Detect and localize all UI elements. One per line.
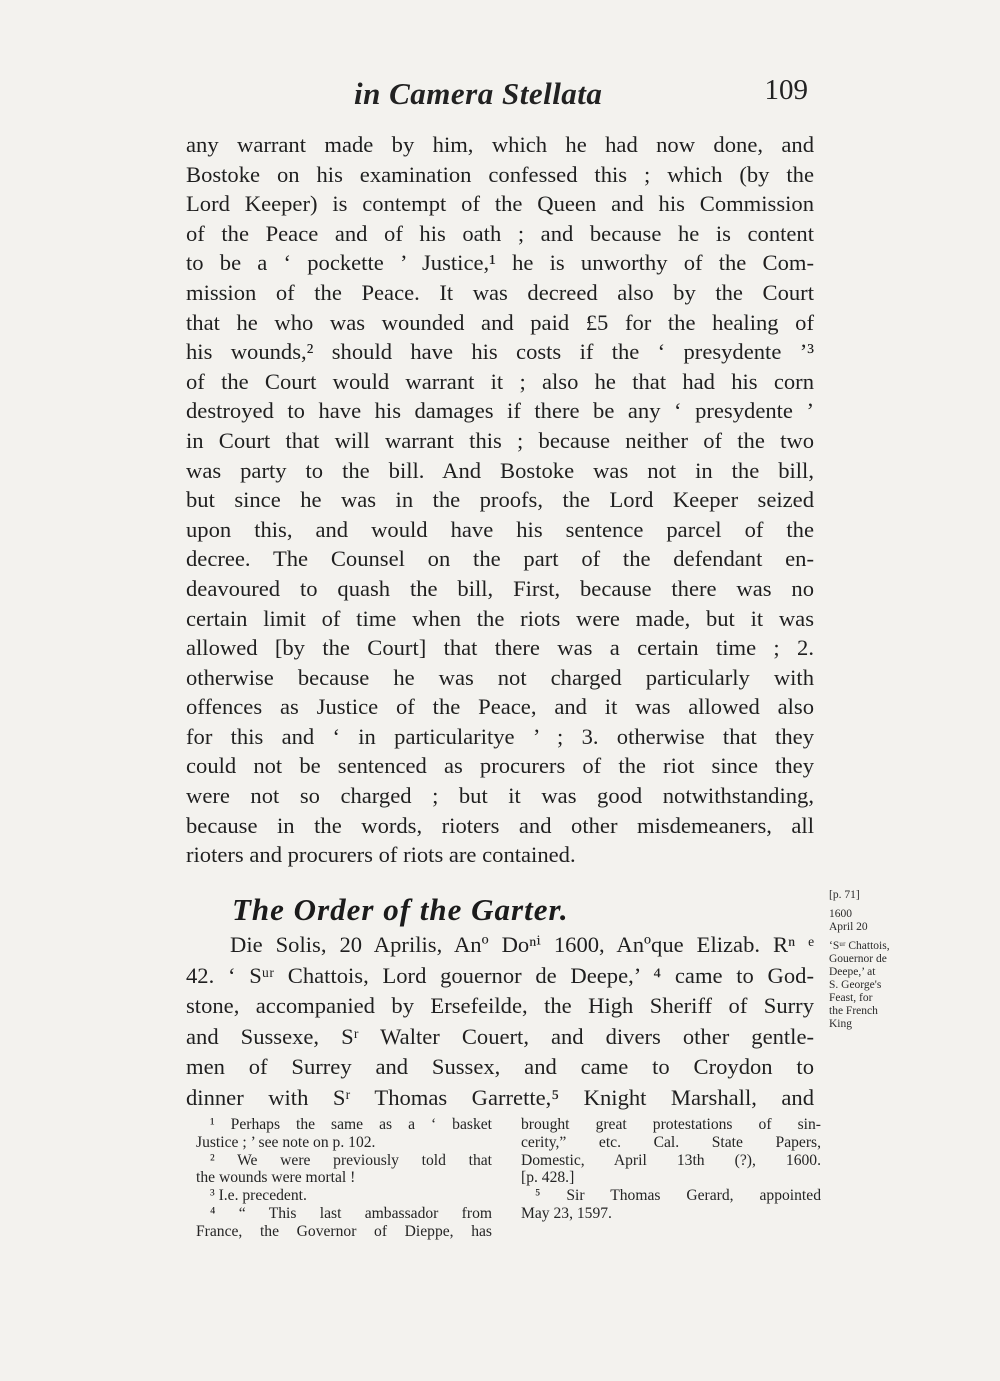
body-line: any warrant made by him, which he had now done, and [186, 132, 814, 157]
body-line: but since he was in the proofs, the Lord Keeper seized [186, 487, 814, 513]
footnote-line: ¹ Perhaps the same as a ‘ basket [210, 1116, 492, 1133]
section-line: and Sussexe, Sʳ Walter Couert, and divers other gentle- [186, 1023, 814, 1049]
body-line: because in the words, rioters and other misdemeaners, all [186, 812, 814, 838]
footnote-line: the wounds were mortal ! [196, 1169, 356, 1187]
body-line: Bostoke on his examination confessed this ; which (by the [186, 161, 814, 187]
footnote-line: Justice ; ’ see note on p. 102. [196, 1133, 376, 1151]
footnote-line: ³ I.e. precedent. [210, 1187, 307, 1205]
margin-date: April 20 [829, 921, 868, 933]
footnotes-right-column [521, 1116, 821, 1223]
body-line: were not so charged ; but it was good notwithstanding, [186, 783, 814, 809]
footnote-line: ⁴ “ This last ambassador from [210, 1204, 492, 1222]
footnote-line: cerity,” etc. Cal. State Papers, [521, 1133, 821, 1151]
footnote-line: May 23, 1597. [521, 1204, 612, 1222]
body-line: that he who was wounded and paid £5 for the healing of [186, 309, 814, 335]
body-line: rioters and procurers of riots are contained. [186, 842, 576, 868]
body-line: upon this, and would have his sentence parcel of the [186, 516, 814, 542]
body-line: in Court that will warrant this ; because neither of the two [186, 427, 814, 453]
section-line: men of Surrey and Sussex, and came to Croydon to [186, 1054, 814, 1079]
margin-note-line: Deepe,’ at [829, 966, 876, 978]
body-line: for this and ‘ in particularitye ’ ; 3. otherwise that they [186, 723, 814, 749]
page-number: 109 [764, 74, 808, 106]
body-line: of the Peace and of his oath ; and because he is content [186, 220, 814, 246]
section-line: 42. ‘ Sᵘʳ Chattois, Lord gouernor de Deepe,’ ⁴ came to God- [186, 962, 814, 988]
margin-note-line: Feast, for [829, 992, 873, 1004]
body-line: destroyed to have his damages if there be any ‘ presydente ’ [186, 398, 814, 424]
footnote-line: ⁵ Sir Thomas Gerard, appointed [535, 1187, 821, 1205]
body-line: could not be sentenced as procurers of the riot since they [186, 753, 814, 779]
footnote-line: [p. 428.] [521, 1169, 575, 1187]
section-title: The Order of the Garter. [232, 892, 569, 927]
margin-page-ref: [p. 71] [829, 889, 860, 901]
margin-year: 1600 [829, 908, 852, 920]
body-paragraph [186, 130, 814, 870]
body-line: certain limit of time when the riots were made, but it was [186, 605, 814, 631]
body-line: Lord Keeper) is contempt of the Queen and his Commission [186, 191, 814, 217]
body-line: offences as Justice of the Peace, and it was allowed also [186, 694, 814, 720]
footnote-line: Domestic, April 13th (?), 1600. [521, 1151, 821, 1169]
margin-note-line: S. George's [829, 979, 882, 991]
body-line: decree. The Counsel on the part of the defendant en- [186, 546, 814, 572]
body-line: allowed [by the Court] that there was a certain time ; 2. [186, 635, 814, 661]
page-header [186, 70, 816, 114]
margin-note-line: the French [829, 1005, 878, 1017]
margin-note-line: Gouernor de [829, 953, 887, 965]
body-line: mission of the Peace. It was decreed also by the Court [186, 279, 814, 305]
margin-note-line: King [829, 1018, 852, 1030]
running-title: in Camera Stellata [354, 76, 603, 111]
section-line: dinner with Sʳ Thomas Garrette,⁵ Knight Marshall, and [186, 1084, 814, 1110]
body-line: was party to the bill. And Bostoke was not in the bill, [186, 457, 814, 483]
body-line: otherwise because he was not charged particularly with [186, 664, 814, 690]
body-line: to be a ‘ pockette ’ Justice,¹ he is unworthy of the Com- [186, 250, 814, 276]
footnote-line: brought great protestations of sin- [521, 1116, 821, 1133]
section-line: stone, accompanied by Ersefeilde, the High Sheriff of Surry [186, 993, 814, 1018]
margin-notes [829, 889, 919, 1031]
body-line: his wounds,² should have his costs if the ‘ presydente ’³ [186, 339, 814, 365]
body-line: deavoured to quash the bill, First, because there was no [186, 575, 814, 601]
footnote-line: ² We were previously told that [210, 1151, 492, 1169]
section-paragraph [186, 930, 814, 1113]
footnotes-left-column [196, 1116, 492, 1241]
section-line: Die Solis, 20 Aprilis, Anº Doⁿⁱ 1600, Anºque Elizab. Rⁿ ᵉ [230, 932, 814, 957]
margin-note-line: ‘Sᵘʳ Chattois, [829, 940, 890, 952]
footnote-line: France, the Governor of Dieppe, has [196, 1222, 492, 1240]
body-line: of the Court would warrant it ; also he that had his corn [186, 368, 814, 394]
